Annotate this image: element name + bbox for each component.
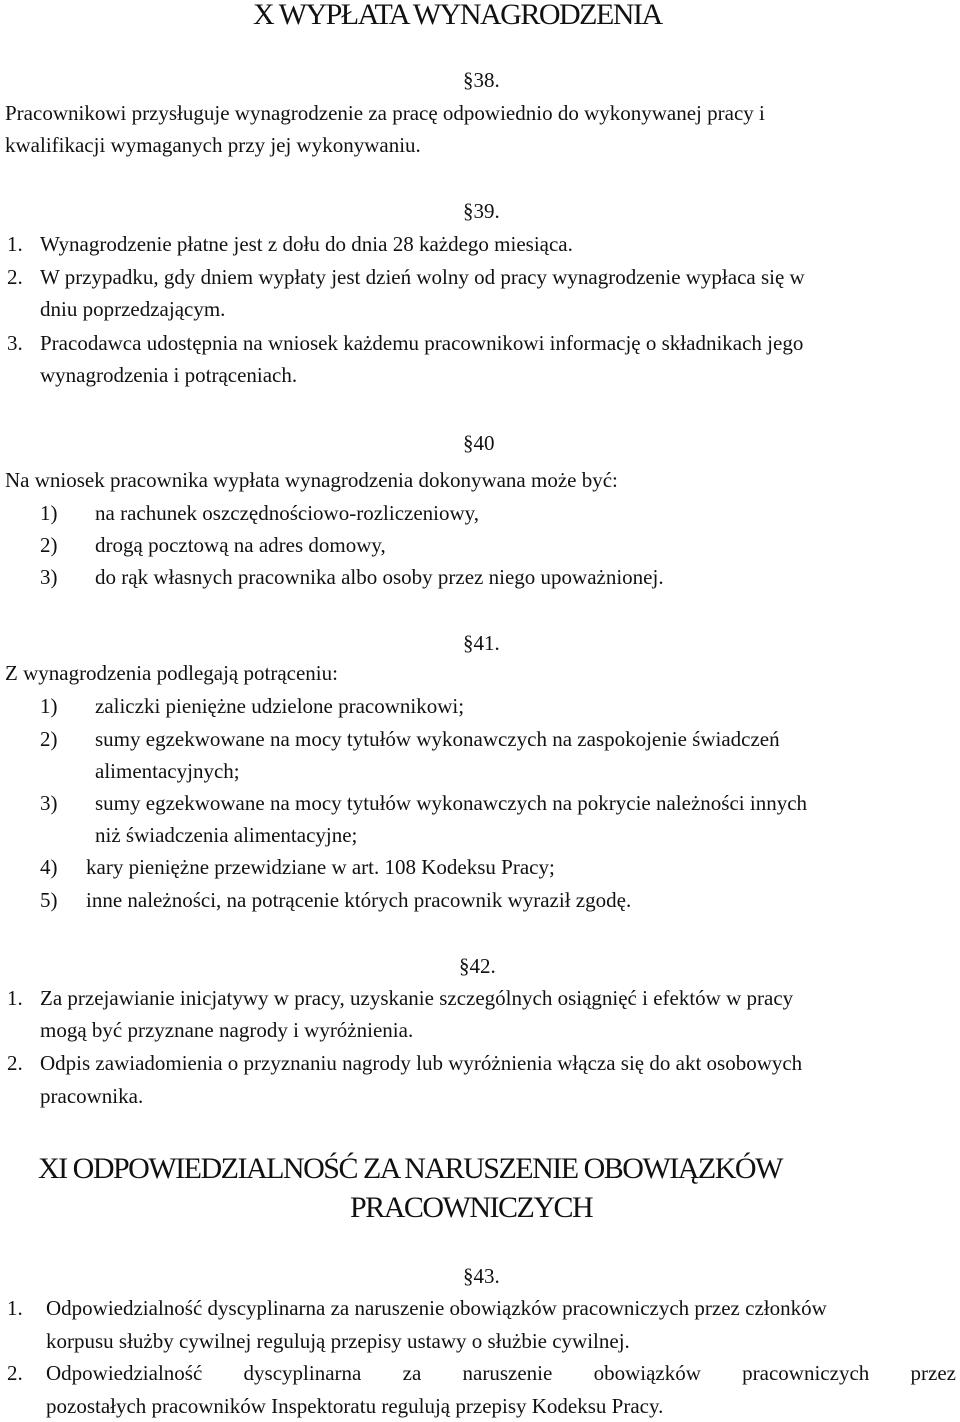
list-number: 1.	[7, 986, 23, 1010]
section-heading: §42.	[459, 954, 496, 978]
list-item-text: alimentacyjnych;	[95, 759, 240, 783]
list-number: 2)	[40, 727, 58, 751]
list-item-text: dniu poprzedzającym.	[40, 297, 226, 321]
list-item-text: Odpowiedzialność dyscyplinarna za naruszenie obowiązków pracowniczych przez	[46, 1361, 956, 1385]
list-item-text: Odpis zawiadomienia o przyznaniu nagrody lub wyróżnienia włącza się do akt osobowych	[40, 1051, 803, 1075]
list-item-text: pracownika.	[40, 1084, 144, 1108]
list-item-text: inne należności, na potrącenie których pracownik wyraził zgodę.	[86, 888, 632, 912]
list-item-text: wynagrodzenia i potrąceniach.	[40, 363, 298, 387]
list-item-text: sumy egzekwowane na mocy tytułów wykonawczych na pokrycie należności innych	[95, 791, 808, 815]
list-item-text: W przypadku, gdy dniem wypłaty jest dzień wolny od pracy wynagrodzenie wypłaca się w	[40, 265, 805, 289]
list-item-text: zaliczki pieniężne udzielone pracownikowi;	[95, 694, 465, 718]
list-number: 1)	[40, 501, 58, 525]
section-heading: §40	[463, 431, 495, 455]
list-number: 3.	[7, 331, 23, 355]
list-number: 2.	[7, 265, 23, 289]
list-item-text: Wynagrodzenie płatne jest z dołu do dnia 28 każdego miesiąca.	[40, 232, 573, 256]
list-number: 2.	[7, 1361, 23, 1385]
list-item-text: na rachunek oszczędnościowo-rozliczeniowy,	[95, 501, 480, 525]
list-number: 4)	[40, 855, 58, 879]
list-number: 5)	[40, 888, 58, 912]
paragraph-line: kwalifikacji wymaganych przy jej wykonywaniu.	[5, 133, 421, 157]
list-number: 3)	[40, 565, 58, 589]
paragraph-line: Z wynagrodzenia podlegają potrąceniu:	[5, 661, 338, 685]
list-item-text: niż świadczenia alimentacyjne;	[95, 823, 358, 847]
list-item-text: mogą być przyznane nagrody i wyróżnienia.	[40, 1018, 414, 1042]
list-item-text: Odpowiedzialność dyscyplinarna za naruszenie obowiązków pracowniczych przez członków	[46, 1296, 827, 1320]
chapter-title: XI ODPOWIEDZIALNOŚĆ ZA NARUSZENIE OBOWIĄZKÓW	[38, 1152, 782, 1185]
chapter-title: X WYPŁATA WYNAGRODZENIA	[253, 0, 662, 31]
list-item-text: drogą pocztową na adres domowy,	[95, 533, 386, 557]
list-number: 2.	[7, 1051, 23, 1075]
list-number: 2)	[40, 533, 58, 557]
list-item-text: do rąk własnych pracownika albo osoby przez niego upoważnionej.	[95, 565, 664, 589]
list-item-text: korpusu służby cywilnej regulują przepisy ustawy o służbie cywilnej.	[46, 1329, 630, 1353]
paragraph-line: Pracownikowi przysługuje wynagrodzenie za pracę odpowiednio do wykonywanej pracy i	[5, 101, 765, 125]
chapter-title: PRACOWNICZYCH	[350, 1191, 593, 1224]
list-item-text: kary pieniężne przewidziane w art. 108 Kodeksu Pracy;	[86, 855, 555, 879]
list-number: 1.	[7, 1296, 23, 1320]
list-number: 3)	[40, 791, 58, 815]
list-item-text: Za przejawianie inicjatywy w pracy, uzyskanie szczególnych osiągnięć i efektów w pracy	[40, 986, 794, 1010]
section-heading: §39.	[463, 199, 500, 223]
list-item-text: Pracodawca udostępnia na wniosek każdemu pracownikowi informację o składnikach jego	[40, 331, 804, 355]
list-item-text: sumy egzekwowane na mocy tytułów wykonawczych na zaspokojenie świadczeń	[95, 727, 780, 751]
list-item-text: pozostałych pracowników Inspektoratu regulują przepisy Kodeksu Pracy.	[46, 1394, 664, 1418]
list-number: 1.	[7, 232, 23, 256]
section-heading: §43.	[463, 1264, 500, 1288]
section-heading: §38.	[463, 68, 500, 92]
list-number: 1)	[40, 694, 58, 718]
section-heading: §41.	[463, 631, 500, 655]
paragraph-line: Na wniosek pracownika wypłata wynagrodzenia dokonywana może być:	[5, 468, 618, 492]
